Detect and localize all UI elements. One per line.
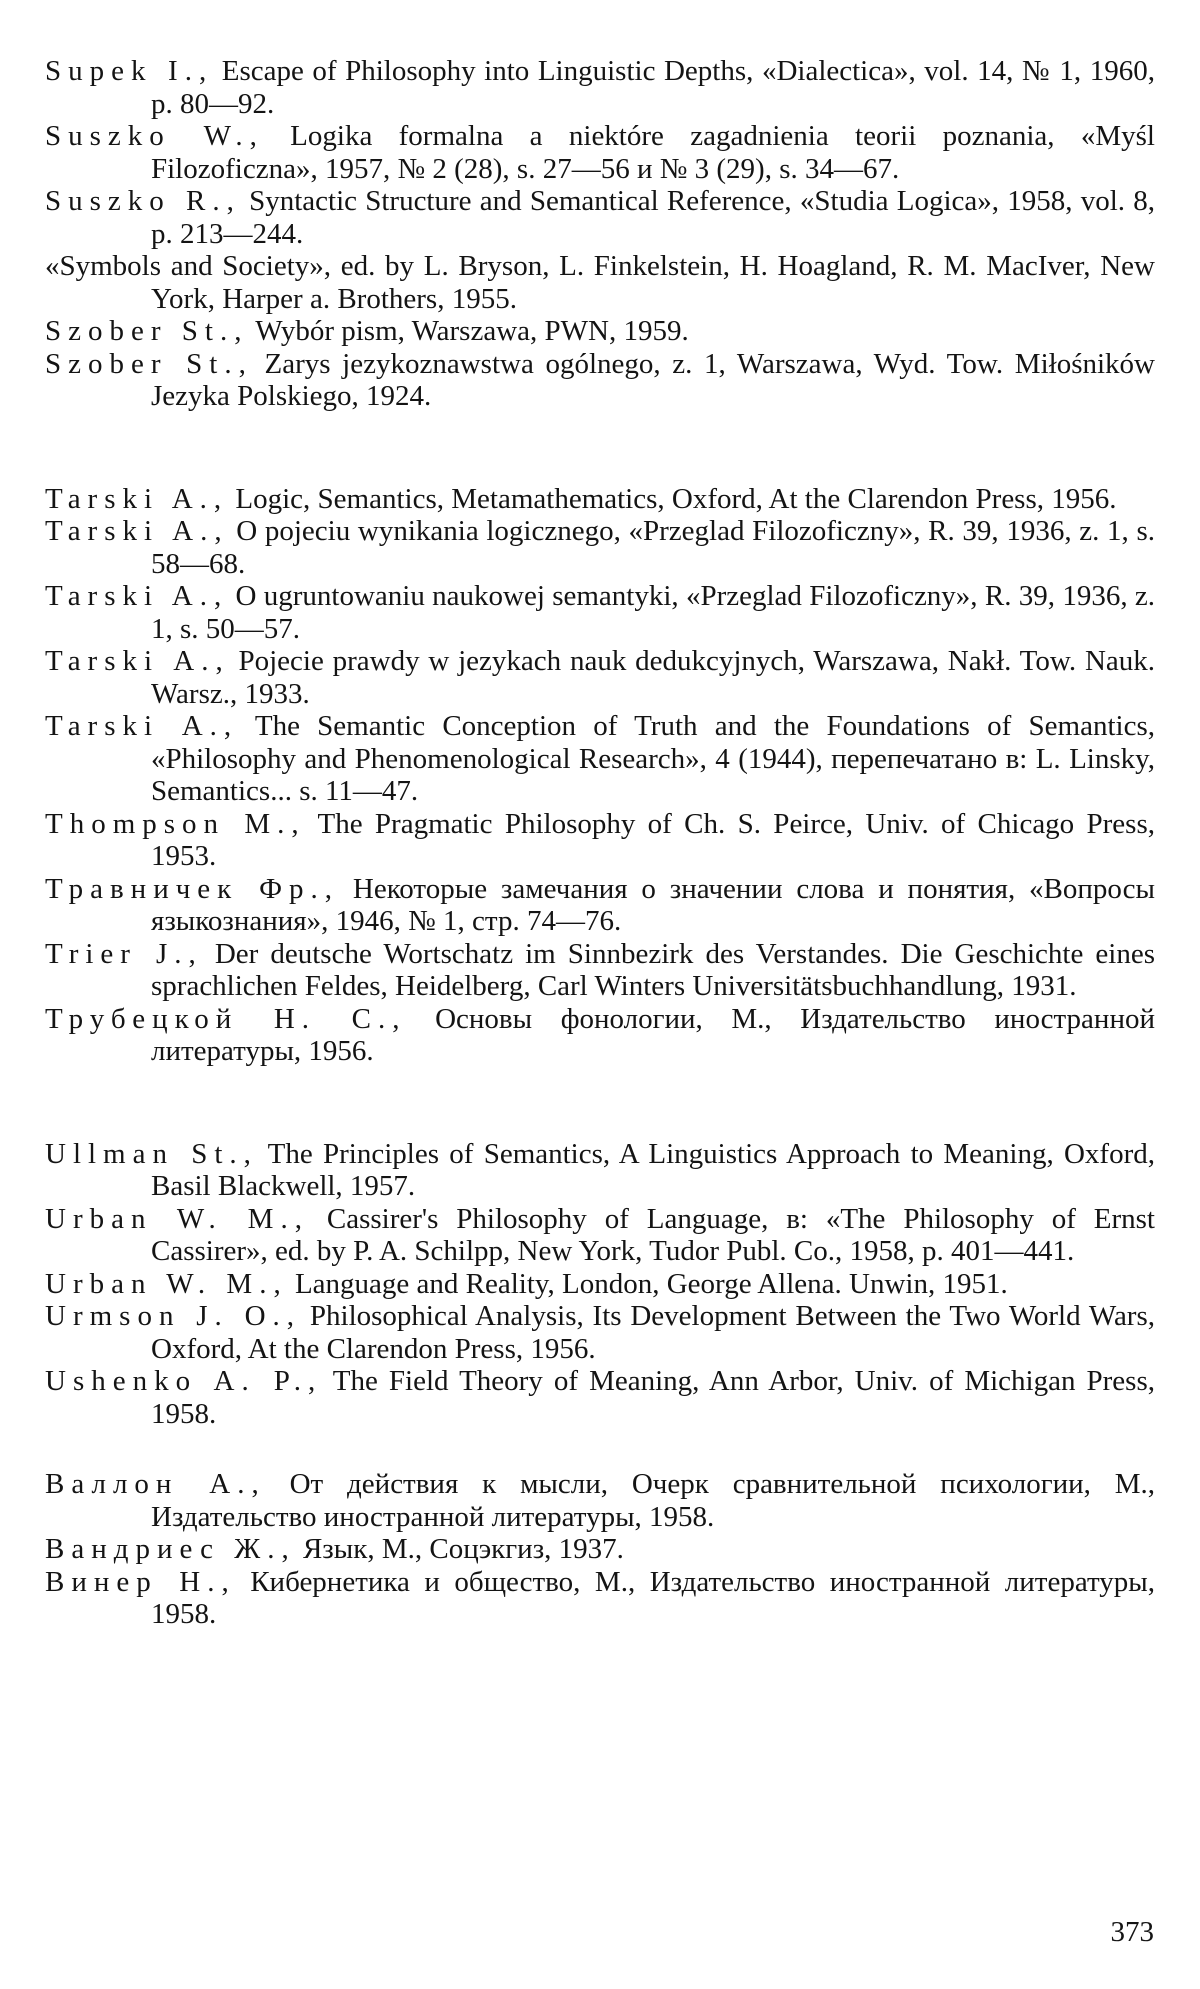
entry-author: Tarski A., [45,580,229,612]
entry-text: «Symbols and Society», ed. by L. Bryson, L. Finkelstein, H. Hoagland, R. M. MacIver, New York, Harper a. Brothers, 1955. [45,250,1155,315]
entry-author: Tarski A., [45,710,239,742]
entry-author: Вандриес Ж., [45,1533,296,1565]
bibliography-entry [45,1300,1155,1365]
entry-author: Thompson M., [45,807,306,840]
entry-text: Language and Reality, London, George Allena. Unwin, 1951. [287,1267,1008,1300]
bibliography-entry [45,315,1155,348]
bibliography-entry [45,1468,1155,1533]
entry-text: O pojeciu wynikania logicznego, «Przeglad Filozoficzny», R. 39, 1936, z. 1, s. 58—68. [151,515,1155,580]
entry-text: Zarys jezykoznawstwa ogólnego, z. 1, Warszawa, Wyd. Tow. Miłośników Jezyka Polskiego, 1924. [151,347,1155,412]
entry-author: Травничек Фр., [45,872,340,905]
bibliography-entry [45,580,1155,645]
entry-author: Urmson J. O., [45,1300,302,1332]
page-number: 373 [1110,1916,1154,1948]
bibliography-entry [45,1268,1155,1301]
entry-text: Cassirer's Philosophy of Language, в: «The Philosophy of Ernst Cassirer», ed. by P. A. Schilpp, New York, Tudor Publ. Co., 1958, p. 401—441. [151,1202,1155,1267]
entry-author: Ullman St., [45,1137,258,1170]
entry-text: Syntactic Structure and Semantical Reference, «Studia Logica», 1958, vol. 8, p. 213—244. [151,185,1155,250]
entry-author: Suszko W., [45,120,264,152]
bibliography-entry [45,873,1155,938]
entry-text: The Field Theory of Meaning, Ann Arbor, Univ. of Michigan Press, 1958. [151,1365,1156,1430]
entry-text: Язык, М., Соцэкгиз, 1937. [295,1533,624,1565]
entry-author: Ushenko A. P., [45,1365,323,1397]
bibliography-page [45,55,1155,1631]
entry-author: Trier J., [45,937,203,970]
bibliography-entry [45,710,1155,808]
entry-text: Logika formalna a niektóre zagadnienia teorii poznania, «Myśl Filozoficzna», 1957, № 2 (28), s. 27—56 и № 3 (29), s. 34—67. [151,120,1155,185]
entry-author: Валлон А., [45,1468,266,1500]
entry-text: Кибернетика и общество, М., Издательство иностранной литературы, 1958. [151,1565,1155,1630]
entry-author: Tarski A., [45,482,229,515]
entry-text: От действия к мысли, Очерк сравнительной психологии, М., Издательство иностранной литературы, 1958. [151,1468,1156,1533]
entry-author: Urban W. M., [45,1202,309,1235]
bibliography-entry [45,1365,1155,1430]
bibliography-entry [45,250,1155,315]
entry-text: The Pragmatic Philosophy of Ch. S. Peirce, Univ. of Chicago Press, 1953. [151,807,1155,872]
entry-author: Urban W. M., [45,1267,288,1300]
entry-text: Escape of Philosophy into Linguistic Depths, «Dialectica», vol. 14, № 1, 1960, p. 80—92. [151,55,1155,120]
bibliography-entry [45,483,1155,516]
bibliography-group-v [45,1468,1155,1631]
bibliography-entry [45,1533,1155,1566]
bibliography-entry [45,1566,1155,1631]
bibliography-group-t [45,483,1155,1068]
entry-author: Suszko R., [45,185,241,217]
bibliography-entry [45,1138,1155,1203]
entry-author: Трубецкой Н. С., [45,1002,407,1035]
entry-author: Tarski A., [45,645,230,677]
entry-text: Wybór pism, Warszawa, PWN, 1959. [248,315,689,347]
bibliography-entry [45,185,1155,250]
bibliography-entry [45,1003,1155,1068]
entry-text: Некоторые замечания о значении слова и понятия, «Вопросы языкознания», 1946, № 1, стр. 74—76. [151,872,1155,937]
bibliography-group-s [45,55,1155,413]
bibliography-entry [45,645,1155,710]
entry-text: Основы фонологии, М., Издательство иностранной литературы, 1956. [151,1002,1155,1067]
entry-author: Szober St., [45,347,253,380]
bibliography-group-u [45,1138,1155,1431]
entry-author: Supek I., [45,55,214,87]
entry-text: Der deutsche Wortschatz im Sinnbezirk des Verstandes. Die Geschichte eines sprachlichen Feldes, Heidelberg, Carl Winters Universitätsbuchhandlung, 1931. [151,937,1155,1002]
entry-text: Pojecie prawdy w jezykach nauk dedukcyjnych, Warszawa, Nakł. Tow. Nauk. Warsz., 1933. [151,645,1156,710]
entry-author: Винер Н., [45,1565,236,1598]
bibliography-entry [45,808,1155,873]
entry-text: The Principles of Semantics, A Linguistics Approach to Meaning, Oxford, Basil Blackwell, 1957. [151,1137,1155,1202]
entry-text: The Semantic Conception of Truth and the Foundations of Semantics, «Philosophy and Phenomenological Research», 4 (1944), перепечатано в: L. Linsky, Semantics... s. 11—47. [151,710,1155,807]
entry-text: O ugruntowaniu naukowej semantyki, «Przeglad Filozoficzny», R. 39, 1936, z. 1, s. 50—57. [151,580,1156,645]
entry-text: Logic, Semantics, Metamathematics, Oxford, At the Clarendon Press, 1956. [228,482,1117,515]
bibliography-entry [45,515,1155,580]
bibliography-entry [45,348,1155,413]
entry-author: Tarski A., [45,515,229,547]
entry-text: Philosophical Analysis, Its Development Between the Two World Wars, Oxford, At the Clarendon Press, 1956. [151,1300,1156,1365]
bibliography-entry [45,938,1155,1003]
bibliography-entry [45,55,1155,120]
bibliography-entry [45,1203,1155,1268]
entry-author: Szober St., [45,315,249,347]
bibliography-entry [45,120,1155,185]
